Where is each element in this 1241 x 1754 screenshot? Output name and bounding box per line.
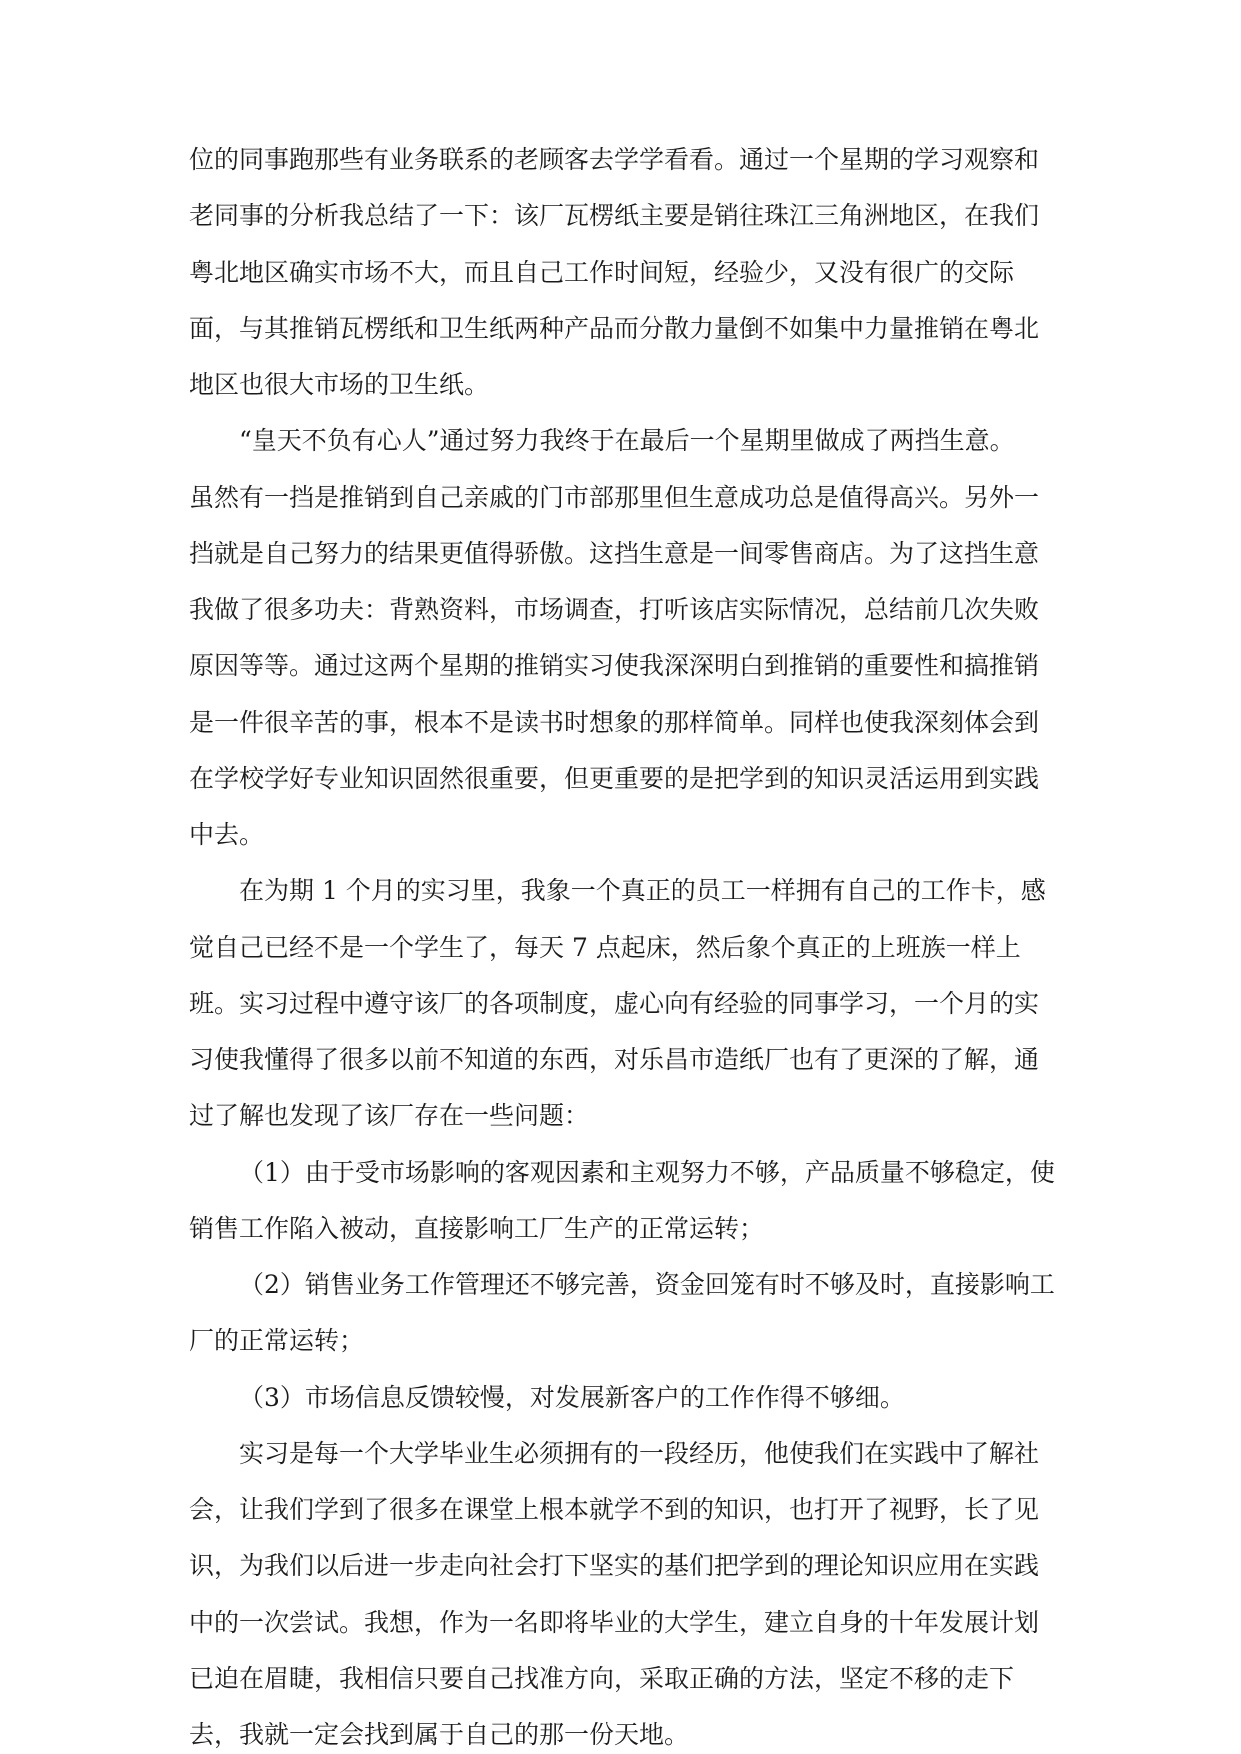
text-line: 习使我懂得了很多以前不知道的东西，对乐昌市造纸厂也有了更深的了解，通 bbox=[189, 1045, 1040, 1074]
text-line: 老同事的分析我总结了一下：该厂瓦楞纸主要是销往珠江三角洲地区，在我们 bbox=[189, 201, 1040, 230]
text-line: 觉自己已经不是一个学生了，每天 7 点起床，然后象个真正的上班族一样上 bbox=[189, 933, 1021, 962]
text-line: “皇天不负有心人”通过努力我终于在最后一个星期里做成了两挡生意。 bbox=[239, 426, 1015, 455]
text-line: 我做了很多功夫：背熟资料，市场调查，打听该店实际情况，总结前几次失败 bbox=[189, 595, 1040, 624]
text-line: 是一件很辛苦的事，根本不是读书时想象的那样简单。同样也使我深刻体会到 bbox=[189, 708, 1040, 737]
text-line: 班。实习过程中遵守该厂的各项制度，虚心向有经验的同事学习，一个月的实 bbox=[189, 989, 1040, 1018]
text-line: 挡就是自己努力的结果更值得骄傲。这挡生意是一间零售商店。为了这挡生意 bbox=[189, 539, 1040, 568]
text-line: 销售工作陷入被动，直接影响工厂生产的正常运转； bbox=[189, 1214, 765, 1243]
text-line: 粤北地区确实市场不大，而且自己工作时间短，经验少，又没有很广的交际 bbox=[189, 258, 1015, 287]
text-line: 中去。 bbox=[189, 820, 265, 849]
text-line: 地区也很大市场的卫生纸。 bbox=[189, 370, 490, 399]
text-line: 识，为我们以后进一步走向社会打下坚实的基们把学到的理论知识应用在实践 bbox=[189, 1551, 1040, 1580]
text-line: 原因等等。通过这两个星期的推销实习使我深深明白到推销的重要性和搞推销 bbox=[189, 651, 1040, 680]
text-line: 虽然有一挡是推销到自己亲戚的门市部那里但生意成功总是值得高兴。另外一 bbox=[189, 483, 1040, 512]
text-line: 去，我就一定会找到属于自己的那一份天地。 bbox=[189, 1720, 690, 1749]
text-line: 在为期 1 个月的实习里，我象一个真正的员工一样拥有自己的工作卡，感 bbox=[239, 876, 1046, 905]
text-line: 厂的正常运转； bbox=[189, 1326, 365, 1355]
text-line: （1）由于受市场影响的客观因素和主观努力不够，产品质量不够稳定，使 bbox=[239, 1158, 1055, 1187]
text-line: 位的同事跑那些有业务联系的老顾客去学学看看。通过一个星期的学习观察和 bbox=[189, 145, 1040, 174]
text-line: 面，与其推销瓦楞纸和卫生纸两种产品而分散力量倒不如集中力量推销在粤北 bbox=[189, 314, 1040, 343]
text-line: （2）销售业务工作管理还不够完善，资金回笼有时不够及时，直接影响工 bbox=[239, 1270, 1055, 1299]
text-line: 已迫在眉睫，我相信只要自己找准方向，采取正确的方法，坚定不移的走下 bbox=[189, 1664, 1015, 1693]
text-line: 中的一次尝试。我想，作为一名即将毕业的大学生，建立自身的十年发展计划 bbox=[189, 1608, 1040, 1637]
text-line: 会，让我们学到了很多在课堂上根本就学不到的知识，也打开了视野，长了见 bbox=[189, 1495, 1040, 1524]
text-line: 实习是每一个大学毕业生必须拥有的一段经历，他使我们在实践中了解社 bbox=[239, 1439, 1040, 1468]
text-line: 在学校学好专业知识固然很重要，但更重要的是把学到的知识灵活运用到实践 bbox=[189, 764, 1040, 793]
text-line: 过了解也发现了该厂存在一些问题： bbox=[189, 1101, 590, 1130]
text-line: （3）市场信息反馈较慢，对发展新客户的工作作得不够细。 bbox=[239, 1383, 905, 1412]
